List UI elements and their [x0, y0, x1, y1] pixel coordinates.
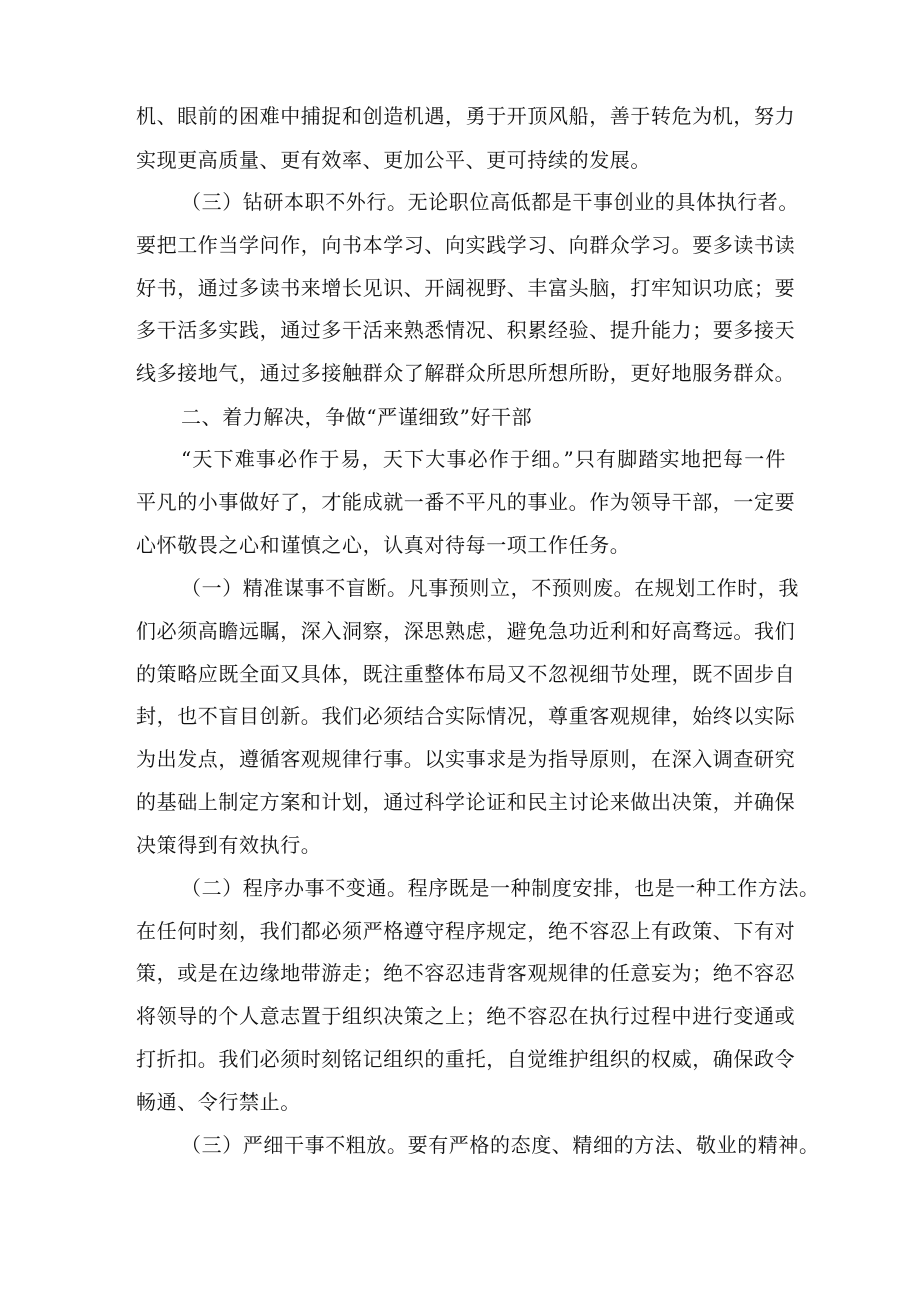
paragraph-line: 打折扣。我们必须时刻铭记组织的重托，自觉维护组织的权威，确保政令	[136, 1047, 796, 1071]
paragraph-line: 决策得到有效执行。	[136, 833, 322, 857]
paragraph-line: 心怀敬畏之心和谨慎之心，认真对待每一项工作任务。	[136, 533, 631, 557]
paragraph-line: 的策略应既全面又具体，既注重整体布局又不忽视细节处理，既不固步自	[136, 662, 796, 686]
paragraph-line: （三）严细干事不粗放。要有严格的态度、精细的方法、敬业的精神。	[181, 1133, 820, 1157]
paragraph-line: 封，也不盲目创新。我们必须结合实际情况，尊重客观规律，始终以实际	[136, 704, 796, 728]
paragraph-line: 畅通、令行禁止。	[136, 1090, 301, 1114]
paragraph-line: “天下难事必作于易，天下大事必作于细。”只有脚踏实地把每一件	[181, 447, 786, 471]
paragraph-line: 的基础上制定方案和计划，通过科学论证和民主讨论来做出决策，并确保	[136, 790, 796, 814]
paragraph-line: 将领导的个人意志置于组织决策之上；绝不容忍在执行过程中进行变通或	[136, 1004, 796, 1028]
paragraph-line: 线多接地气，通过多接触群众了解群众所思所想所盼，更好地服务群众。	[136, 361, 796, 385]
paragraph-line: 们必须高瞻远瞩，深入洞察，深思熟虑，避免急功近利和好高骛远。我们	[136, 619, 796, 643]
paragraph-line: 平凡的小事做好了，才能成就一番不平凡的事业。作为领导干部，一定要	[136, 490, 796, 514]
paragraph-line: （二）程序办事不变通。程序既是一种制度安排，也是一种工作方法。	[181, 876, 820, 900]
section-heading: 二、着力解决，争做“严谨细致”好干部	[181, 405, 533, 429]
paragraph-line: 为出发点，遵循客观规律行事。以实事求是为指导原则，在深入调查研究	[136, 747, 796, 771]
paragraph-line: （一）精准谋事不盲断。凡事预则立，不预则废。在规划工作时，我	[181, 576, 799, 600]
paragraph-line: 要把工作当学问作，向书本学习、向实践学习、向群众学习。要多读书读	[136, 233, 796, 257]
paragraph-line: 策，或是在边缘地带游走；绝不容忍违背客观规律的任意妄为；绝不容忍	[136, 961, 796, 985]
paragraph-line: 机、眼前的困难中捕捉和创造机遇，勇于开顶风船，善于转危为机，努力	[136, 104, 796, 128]
paragraph-line: 实现更高质量、更有效率、更加公平、更可持续的发展。	[136, 148, 651, 172]
paragraph-line: （三）钻研本职不外行。无论职位高低都是干事创业的具体执行者。	[181, 190, 799, 214]
paragraph-line: 在任何时刻，我们都必须严格遵守程序规定，绝不容忍上有政策、下有对	[136, 919, 796, 943]
paragraph-line: 好书，通过多读书来增长见识、开阔视野、丰富头脑，打牢知识功底；要	[136, 276, 796, 300]
paragraph-line: 多干活多实践，通过多干活来熟悉情况、积累经验、提升能力；要多接天	[136, 318, 796, 342]
